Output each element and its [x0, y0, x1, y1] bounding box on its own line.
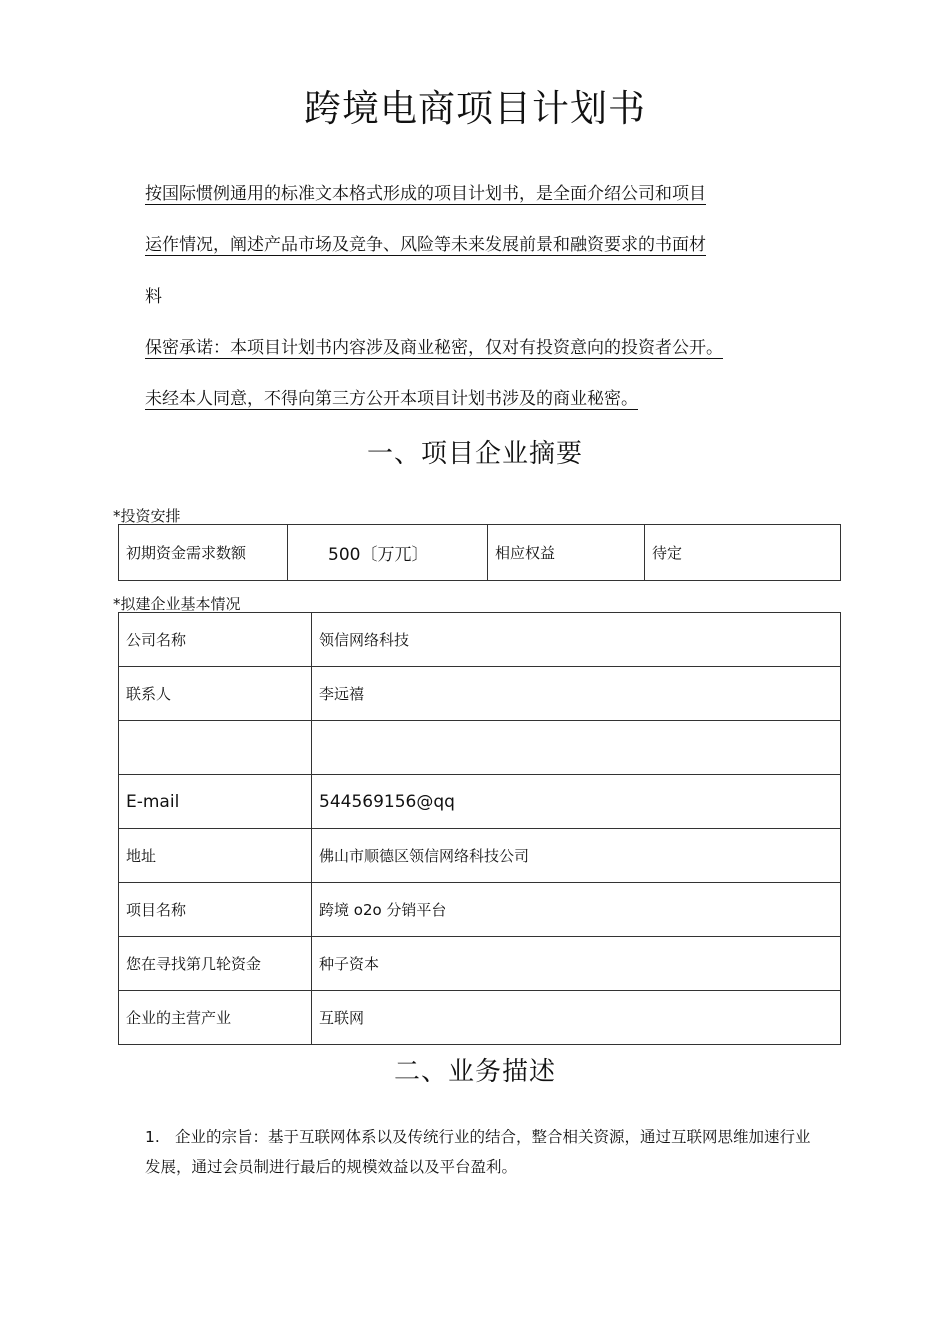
item-text: 企业的宗旨：基于互联网体系以及传统行业的结合，整合相关资源，通过互联网思维加速行业发展，通过会员制进行最后的规模效益以及平台盈利。: [145, 1128, 811, 1176]
table-row: [119, 937, 841, 991]
equity-value: 待定: [645, 525, 841, 581]
section-heading-business: 二、业务描述: [393, 1057, 556, 1087]
company-caption: *拟建企业基本情况: [113, 595, 241, 613]
investment-amount: 500〔万兀〕: [288, 525, 488, 581]
project-name-label: 项目名称: [119, 883, 312, 937]
investment-table: [118, 524, 841, 581]
industry-label: 企业的主营产业: [119, 991, 312, 1045]
confidentiality-line-1: 保密承诺：本项目计划书内容涉及商业秘密，仅对有投资意向的投资者公开。: [145, 338, 723, 358]
address-label: 地址: [119, 829, 312, 883]
equity-label: 相应权益: [488, 525, 645, 581]
email-value: 544569156@qq: [312, 775, 841, 829]
section-heading-summary: 一、项目企业摘要: [366, 439, 583, 469]
company-name-label: 公司名称: [119, 613, 312, 667]
contact-label: 联系人: [119, 667, 312, 721]
intro-line-1: 按国际惯例通用的标准文本格式形成的项目计划书，是全面介绍公司和项目: [145, 184, 706, 204]
investment-caption: *投资安排: [113, 507, 181, 525]
table-row: [119, 775, 841, 829]
intro-line-3: 料: [145, 287, 162, 307]
empty-label: [119, 721, 312, 775]
funding-round-label: 您在寻找第几轮资金: [119, 937, 312, 991]
project-name-value: 跨境 o2o 分销平台: [312, 883, 841, 937]
table-row: [119, 721, 841, 775]
company-info-table: [118, 612, 841, 1045]
empty-value: [312, 721, 841, 775]
email-label: E-mail: [119, 775, 312, 829]
industry-value: 互联网: [312, 991, 841, 1045]
table-row: [119, 829, 841, 883]
table-row: [119, 667, 841, 721]
table-row: [119, 883, 841, 937]
table-row: [119, 991, 841, 1045]
address-value: 佛山市顺德区领信网络科技公司: [312, 829, 841, 883]
table-row: [119, 613, 841, 667]
company-name-value: 领信网络科技: [312, 613, 841, 667]
business-item-1: [145, 1122, 825, 1182]
document-title: 跨境电商项目计划书: [304, 87, 646, 130]
intro-line-2: 运作情况，阐述产品市场及竞争、风险等未来发展前景和融资要求的书面材: [145, 235, 706, 255]
item-number: 1.: [145, 1128, 160, 1146]
table-row: [119, 525, 841, 581]
confidentiality-line-2: 未经本人同意，不得向第三方公开本项目计划书涉及的商业秘密。: [145, 389, 638, 409]
funding-round-value: 种子资本: [312, 937, 841, 991]
contact-value: 李远禧: [312, 667, 841, 721]
investment-label: 初期资金需求数额: [119, 525, 288, 581]
